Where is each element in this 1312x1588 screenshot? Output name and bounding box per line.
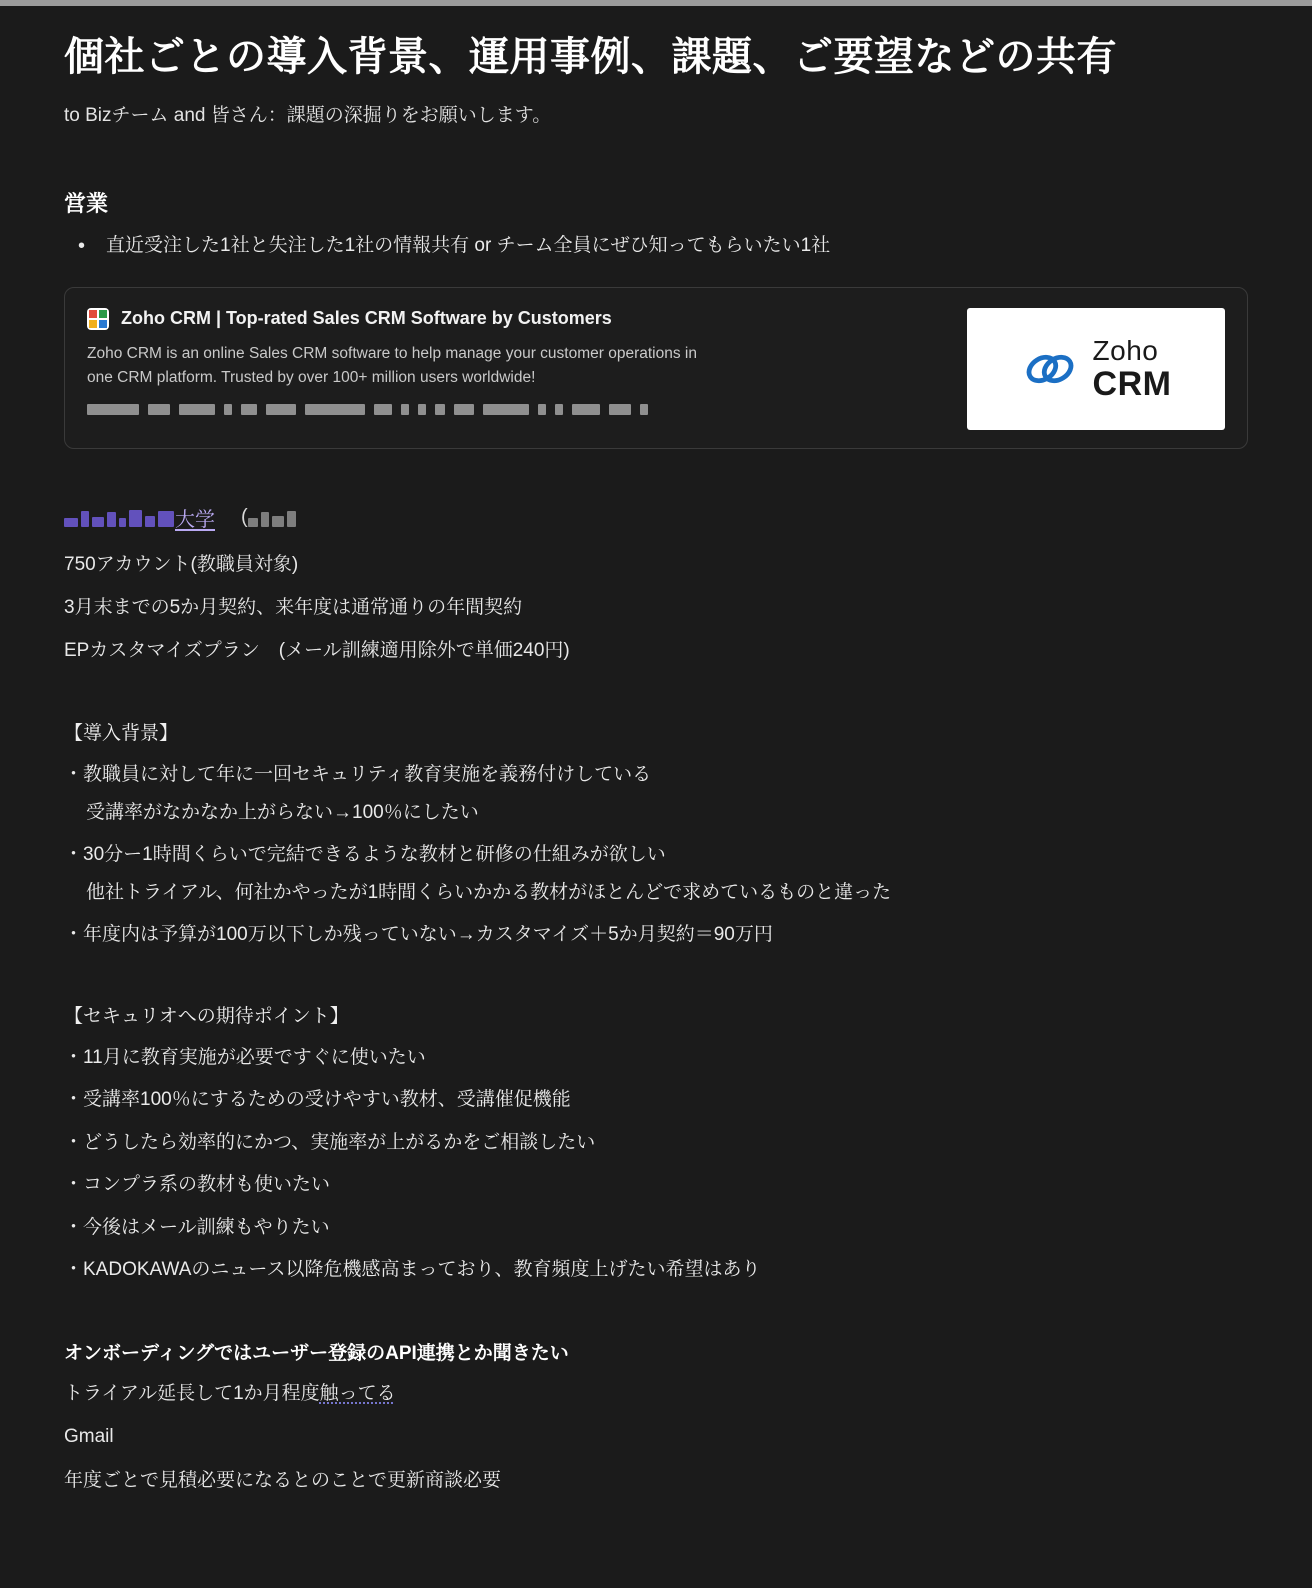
zoho-favicon-icon	[87, 308, 109, 330]
list-item: ・コンプラ系の教材も使いたい	[64, 1174, 331, 1196]
onboarding-trial-marked: 触ってる	[319, 1382, 396, 1404]
background-list	[64, 760, 1248, 949]
list-item	[64, 920, 1248, 949]
expectations-list	[64, 1043, 1248, 1285]
zoho-wordmark	[1092, 334, 1172, 403]
zoho-wordmark-line2: CRM	[1092, 364, 1172, 403]
list-item: ・受講率100％にするための受けやすい教材、受講催促機能	[64, 1089, 571, 1111]
onboarding-trial-pre: トライアル延長して1か月程度	[64, 1382, 320, 1404]
customer-name-link[interactable]: 大学	[175, 508, 215, 531]
customer-name-redaction	[64, 507, 174, 527]
list-item: ・11月に教育実施が必要ですぐに使いたい	[64, 1047, 426, 1068]
background-item-cont: 他社トライアル、何社かやったが1時間くらいかかる教材がほとんどで求めているものと違った	[86, 881, 892, 903]
document-subtitle: to Bizチーム and 皆さん：課題の深掘りをお願いします。	[64, 105, 552, 126]
sales-bullet-list	[64, 232, 1248, 261]
customer-paren-open: (	[241, 505, 248, 528]
background-item-main: ・教職員に対して年に一回セキュリティ教育実施を義務付けしている	[64, 764, 652, 786]
link-preview-card[interactable]	[64, 287, 1248, 449]
page-title: 個社ごとの導入背景、運用事例、課題、ご要望などの共有	[64, 35, 1117, 79]
expectations-heading: 【セキュリオへの期待ポイント】	[64, 1005, 349, 1027]
section-heading-sales: 営業	[64, 191, 109, 216]
onboarding-quote-line: 年度ごとで見積必要になるとのことで更新商談必要	[64, 1469, 502, 1491]
customer-name-row	[64, 503, 1248, 532]
link-preview-description: Zoho CRM is an online Sales CRM software to help manage your customer operations in one CRM platform. Trusted by over 100+ million users worldwide!	[87, 344, 697, 386]
background-heading: 【導入背景】	[64, 722, 179, 744]
link-preview-title[interactable]: Zoho CRM | Top-rated Sales CRM Software by Customers	[121, 308, 612, 328]
onboarding-heading: オンボーディングではユーザー登録のAPI連携とか聞きたい	[64, 1342, 569, 1364]
list-item: ・KADOKAWAのニュース以降危機感高まっており、教育頻度上げたい希望はあり	[64, 1259, 761, 1281]
list-item: • 直近受注した1社と失注した1社の情報共有 or チーム全員にぜひ知ってもらいたい1社	[64, 232, 1248, 261]
list-item: ・今後はメール訓練もやりたい	[64, 1216, 330, 1238]
link-preview-thumbnail	[967, 308, 1225, 430]
customer-accounts: 750アカウント(教職員対象)	[64, 553, 299, 575]
onboarding-mail-line: Gmail	[64, 1426, 114, 1448]
customer-plan: EPカスタマイズプラン (メール訓練適用除外で単価240円)	[64, 640, 570, 662]
zoho-wordmark-line1: Zoho	[1092, 334, 1159, 366]
customer-contract: 3月末までの5か月契約、来年度は通常通りの年間契約	[64, 596, 523, 618]
link-preview-content	[87, 308, 967, 416]
zoho-logo-icon	[1021, 348, 1079, 390]
document-body	[0, 6, 1312, 1549]
background-item-cont: 受講率がなかなか上がらない→100％にしたい	[86, 801, 479, 823]
link-preview-url-redacted	[87, 404, 947, 416]
list-item	[64, 840, 1248, 907]
link-preview-header	[87, 308, 947, 330]
background-item-main: ・年度内は予算が100万以下しか残っていない→カスタマイズ＋5か月契約＝90万円	[64, 924, 773, 946]
background-item-main: ・30分ー1時間くらいで完結できるような教材と研修の仕組みが欲しい	[64, 844, 666, 866]
onboarding-trial-line	[64, 1379, 1248, 1408]
list-item	[64, 760, 1248, 827]
customer-paren-redaction	[248, 507, 296, 527]
list-item: ・どうしたら効率的にかつ、実施率が上がるかをご相談したい	[64, 1131, 596, 1153]
